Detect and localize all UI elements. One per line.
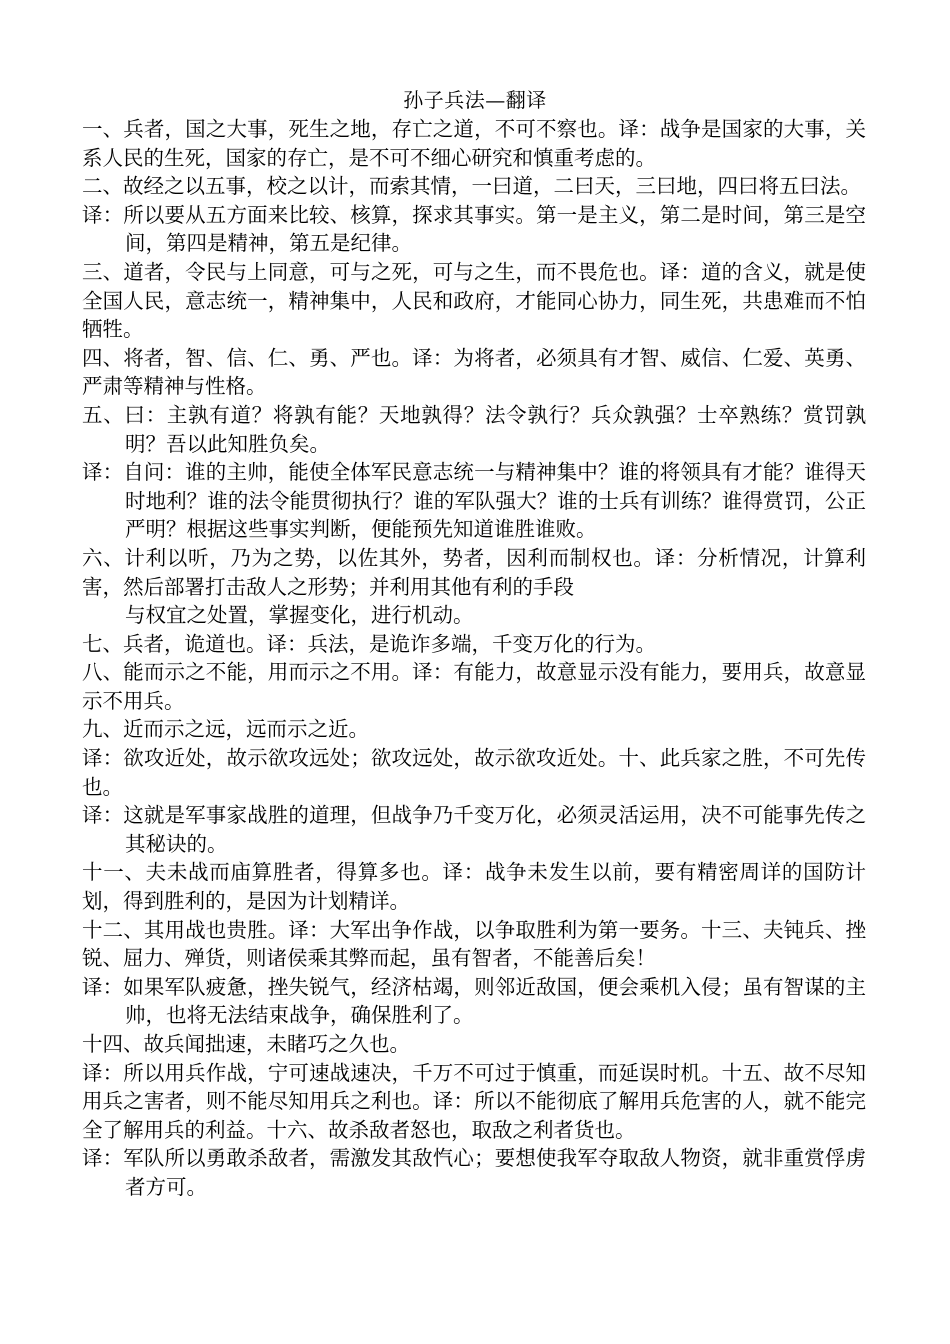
- paragraph: 二、故经之以五事，校之以计，而索其情，一曰道，二曰天，三曰地，四曰将五曰法。: [82, 174, 861, 199]
- paragraph: 十二、其用战也贵胜。译：大军出争作战，以争取胜利为第一要务。十三、夫钝兵、挫锐、屈力、殚货，则诸侯乘其弊而起，虽有智者，不能善后矣！: [82, 917, 866, 971]
- paragraph: 七、兵者，诡道也。译：兵法，是诡诈多端，千变万化的行为。: [82, 631, 656, 656]
- paragraph: 十一、夫未战而庙算胜者，得算多也。译：战争未发生以前，要有精密周详的国防计划，得到胜利的，是因为计划精详。: [82, 860, 866, 914]
- paragraph: 十四、故兵闻拙速，未睹巧之久也。: [82, 1032, 410, 1056]
- paragraph: 译：欲攻近处，故示欲攻远处；欲攻远处，故示欲攻近处。十、此兵家之胜，不可先传也。: [82, 746, 866, 799]
- paragraph: 九、近而示之远，远而示之近。: [82, 717, 369, 742]
- paragraph: 译：这就是军事家战胜的道理，但战争乃千变万化，必须灵活运用，决不可能事先传之其秘诀的。: [82, 803, 866, 856]
- paragraph: 三、道者，令民与上同意，可与之死，可与之生，而不畏危也。译：道的含义，就是使全国人民，意志统一，精神集中，人民和政府，才能同心协力，同生死，共患难而不怕牺牲。: [82, 259, 866, 342]
- paragraph: 译：自问：谁的主帅，能使全体军民意志统一与精神集中？谁的将领具有才能？谁得天时地利？谁的法令能贯彻执行？谁的军队强大？谁的士兵有训练？谁得赏罚，公正严明？根据这些事实判断，便能预先知道谁胜谁败。: [82, 460, 866, 542]
- paragraph: 译：军队所以勇敢杀敌者，需激发其敌忾心；要想使我军夺取敌人物资，就非重赏俘虏者方可。: [82, 1146, 866, 1199]
- document-body: [82, 115, 866, 1202]
- paragraph: 与权宜之处置，掌握变化，进行机动。: [125, 603, 474, 628]
- paragraph: 六、计利以听，乃为之势，以佐其外，势者，因利而制权也。译：分析情况，计算利害，然后部署打击敌人之形势；并利用其他有利的手段: [82, 545, 866, 599]
- paragraph: 四、将者，智、信、仁、勇、严也。译：为将者，必须具有才智、威信、仁爱、英勇、严肃等精神与性格。: [82, 345, 866, 399]
- paragraph: 一、兵者，国之大事，死生之地，存亡之道，不可不察也。译：战争是国家的大事，关系人民的生死，国家的存亡，是不可不细心研究和慎重考虑的。: [82, 117, 866, 170]
- paragraph: 译：如果军队疲惫，挫失锐气，经济枯竭，则邻近敌国，便会乘机入侵；虽有智谋的主帅，也将无法结束战争，确保胜利了。: [82, 974, 866, 1028]
- paragraph: 译：所以要从五方面来比较、核算，探求其事实。第一是主义，第二是时间，第三是空间，第四是精神，第五是纪律。: [82, 202, 866, 256]
- paragraph: 译：所以用兵作战，宁可速战速决，千万不可过于慎重，而延误时机。十五、故不尽知用兵之害者，则不能尽知用兵之利也。译：所以不能彻底了解用兵危害的人，就不能完全了解用兵的利益。十六、故杀敌者怒也，取敌之利者货也。: [82, 1060, 866, 1142]
- paragraph: 五、曰：主孰有道？将孰有能？天地孰得？法令孰行？兵众孰强？士卒熟练？赏罚孰明？吾以此知胜负矣。: [82, 402, 866, 456]
- paragraph: 八、能而示之不能，用而示之不用。译：有能力，故意显示没有能力，要用兵，故意显示不用兵。: [82, 660, 866, 713]
- document-title: 孙子兵法—翻译: [403, 88, 547, 112]
